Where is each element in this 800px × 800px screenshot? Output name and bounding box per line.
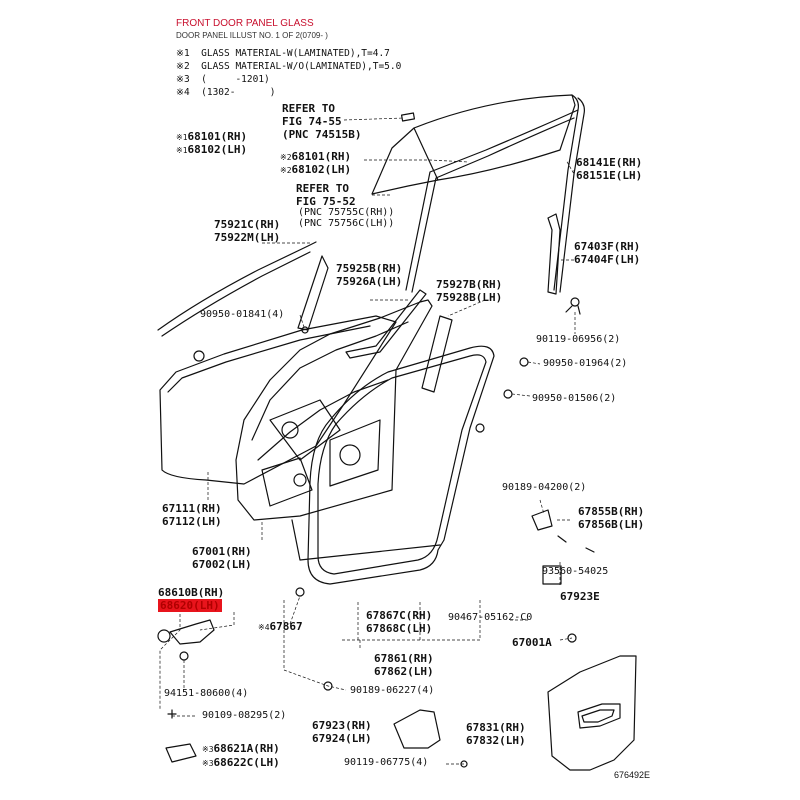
part-93560-54025[interactable]: 93560-54025 xyxy=(542,566,609,577)
part-90467-05162[interactable]: 90467-05162-C0 xyxy=(448,612,533,623)
part-68620-lh[interactable] xyxy=(158,599,222,612)
door-check-drawing xyxy=(170,620,214,644)
part-67867[interactable]: ※467867 xyxy=(258,620,303,633)
refer-fig-75-pnc: (PNC 75755C(RH)) (PNC 75756C(LH)) xyxy=(298,207,395,229)
part-68101-rh-laminated[interactable]: ※168101(RH) xyxy=(176,130,248,143)
refer-fig-75[interactable]: REFER TO FIG 75-52 xyxy=(296,182,356,208)
part-67403f[interactable]: 67403F(RH) 67404F(LH) xyxy=(574,240,641,266)
inner-seal-drawing xyxy=(394,710,440,748)
part-67111[interactable]: 67111(RH) 67112(LH) xyxy=(162,502,222,528)
door-glass-drawing xyxy=(372,95,575,194)
part-67867c[interactable]: 67867C(RH) 67868C(LH) xyxy=(366,609,433,635)
part-68610b-rh[interactable]: 68610B(RH) xyxy=(158,586,225,599)
part-67861[interactable]: 67861(RH) 67862(LH) xyxy=(374,652,434,678)
division-bar-drawing xyxy=(548,214,560,294)
part-68102-lh[interactable]: ※268102(LH) xyxy=(280,163,352,176)
note-2: ※2 GLASS MATERIAL-W/O(LAMINATED),T=5.0 xyxy=(176,61,402,72)
part-67001[interactable]: 67001(RH) 67002(LH) xyxy=(192,545,252,571)
part-90189-06227[interactable]: 90189-06227(4) xyxy=(350,685,435,696)
part-68101-rh[interactable]: ※268101(RH) xyxy=(280,150,352,163)
part-75921c[interactable]: 75921C(RH) 75922M(LH) xyxy=(214,218,281,244)
diagram-title: FRONT DOOR PANEL GLASS xyxy=(176,18,314,29)
part-75927b[interactable]: 75927B(RH) 75928B(LH) xyxy=(436,278,503,304)
part-67855b[interactable]: 67855B(RH) 67856B(LH) xyxy=(578,505,645,531)
part-68102-lh-laminated[interactable]: ※168102(LH) xyxy=(176,143,248,156)
belt-moulding-drawing xyxy=(158,242,316,336)
part-90950-01841[interactable]: 90950-01841(4) xyxy=(200,309,285,320)
door-hinge-drawing xyxy=(166,744,196,762)
part-67923e[interactable]: 67923E xyxy=(560,590,600,603)
part-67923[interactable]: 67923(RH) 67924(LH) xyxy=(312,719,372,745)
part-67001a[interactable]: 67001A xyxy=(512,636,552,649)
part-90950-01506[interactable]: 90950-01506(2) xyxy=(532,393,617,404)
part-90119-06956[interactable]: 90119-06956(2) xyxy=(536,334,621,345)
part-75925b[interactable]: 75925B(RH) 75926A(LH) xyxy=(336,262,403,288)
part-67831[interactable]: 67831(RH) 67832(LH) xyxy=(466,721,526,747)
part-90950-01964[interactable]: 90950-01964(2) xyxy=(543,358,628,369)
weatherstrip-drawing xyxy=(308,346,494,584)
note-3: ※3 ( -1201) xyxy=(176,74,270,85)
part-90189-04200[interactable]: 90189-04200(2) xyxy=(502,482,587,493)
note-1: ※1 GLASS MATERIAL-W(LAMINATED),T=4.7 xyxy=(176,48,390,59)
refer-fig-74[interactable]: REFER TO FIG 74-55 (PNC 74515B) xyxy=(282,102,362,141)
part-68141e[interactable]: 68141E(RH) 68151E(LH) xyxy=(576,156,643,182)
part-90109-08295[interactable]: 90109-08295(2) xyxy=(202,710,287,721)
part-68622c[interactable]: ※368622C(LH) xyxy=(202,756,280,769)
diagram-subtitle: DOOR PANEL ILLUST NO. 1 OF 2(0709- ) xyxy=(176,31,328,40)
part-highlight[interactable]: 68620(LH) xyxy=(160,599,220,612)
part-68621a[interactable]: ※368621A(RH) xyxy=(202,742,280,755)
diagram-code: 676492E xyxy=(613,770,650,780)
part-90119-06775[interactable]: 90119-06775(4) xyxy=(344,757,429,768)
note-4: ※4 (1302- ) xyxy=(176,87,276,98)
part-94151-80600[interactable]: 94151-80600(4) xyxy=(164,688,249,699)
